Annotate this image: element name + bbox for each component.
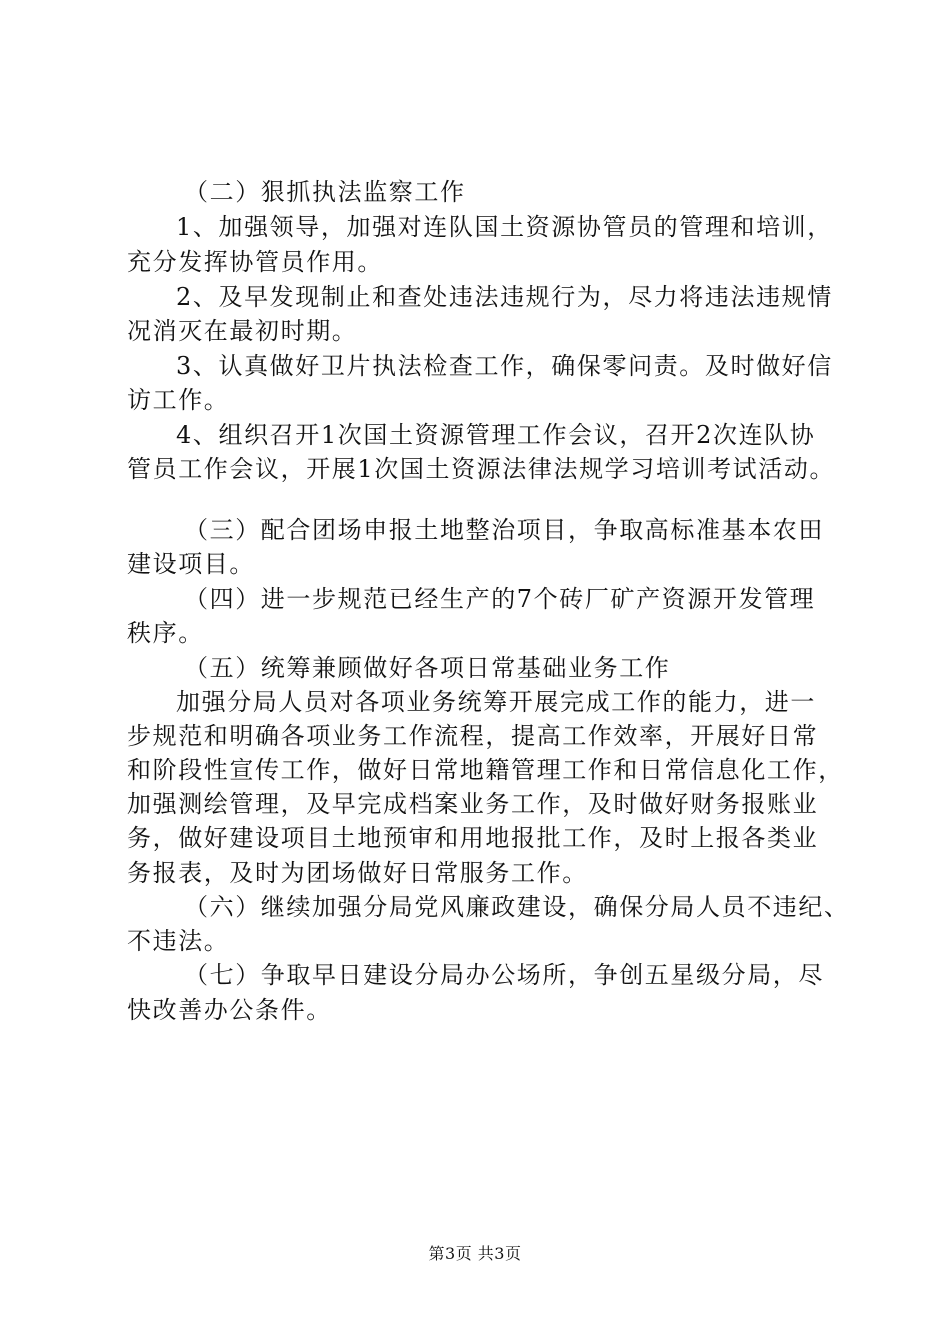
page-footer: 第3页 共3页 [428, 1244, 522, 1263]
section-heading: （三）配合团场申报土地整治项目，争取高标准基本农田 [184, 516, 824, 544]
paragraph-line: 2、及早发现制止和查处违法违规行为，尽力将违法违规情 [176, 283, 833, 311]
paragraph-line: 况消灭在最初时期。 [127, 317, 358, 345]
paragraph-line: 步规范和明确各项业务工作流程，提高工作效率，开展好日常 [127, 722, 819, 750]
paragraph-line: 1、加强领导，加强对连队国土资源协管员的管理和培训， [176, 213, 833, 241]
section-heading: （四）进一步规范已经生产的7个砖厂矿产资源开发管理 [184, 585, 816, 613]
paragraph-line: 加强测绘管理，及早完成档案业务工作，及时做好财务报账业 [127, 790, 819, 818]
paragraph-line: 建设项目。 [127, 550, 255, 578]
paragraph-line: 不违法。 [127, 927, 230, 955]
section-heading: （五）统筹兼顾做好各项日常基础业务工作 [184, 654, 671, 682]
paragraph-line: 务报表，及时为团场做好日常服务工作。 [127, 859, 588, 887]
section-heading: （二）狠抓执法监察工作 [184, 178, 466, 206]
paragraph-line: 秩序。 [127, 619, 204, 647]
paragraph-line: 快改善办公条件。 [127, 996, 332, 1024]
paragraph-line: 4、组织召开1次国土资源管理工作会议，召开2次连队协 [176, 421, 816, 449]
section-heading: （六）继续加强分局党风廉政建设，确保分局人员不违纪、 [184, 893, 850, 921]
paragraph-line: 管员工作会议，开展1次国土资源法律法规学习培训考试活动。 [127, 455, 836, 483]
paragraph-line: 加强分局人员对各项业务统筹开展完成工作的能力，进一 [176, 688, 816, 716]
paragraph-line: 充分发挥协管员作用。 [127, 248, 383, 276]
paragraph-line: 3、认真做好卫片执法检查工作，确保零问责。及时做好信 [176, 352, 833, 380]
paragraph-line: 务，做好建设项目土地预审和用地报批工作，及时上报各类业 [127, 824, 819, 852]
section-heading: （七）争取早日建设分局办公场所，争创五星级分局，尽 [184, 961, 824, 989]
paragraph-line: 和阶段性宣传工作，做好日常地籍管理工作和日常信息化工作， [127, 756, 844, 784]
paragraph-line: 访工作。 [127, 386, 230, 414]
